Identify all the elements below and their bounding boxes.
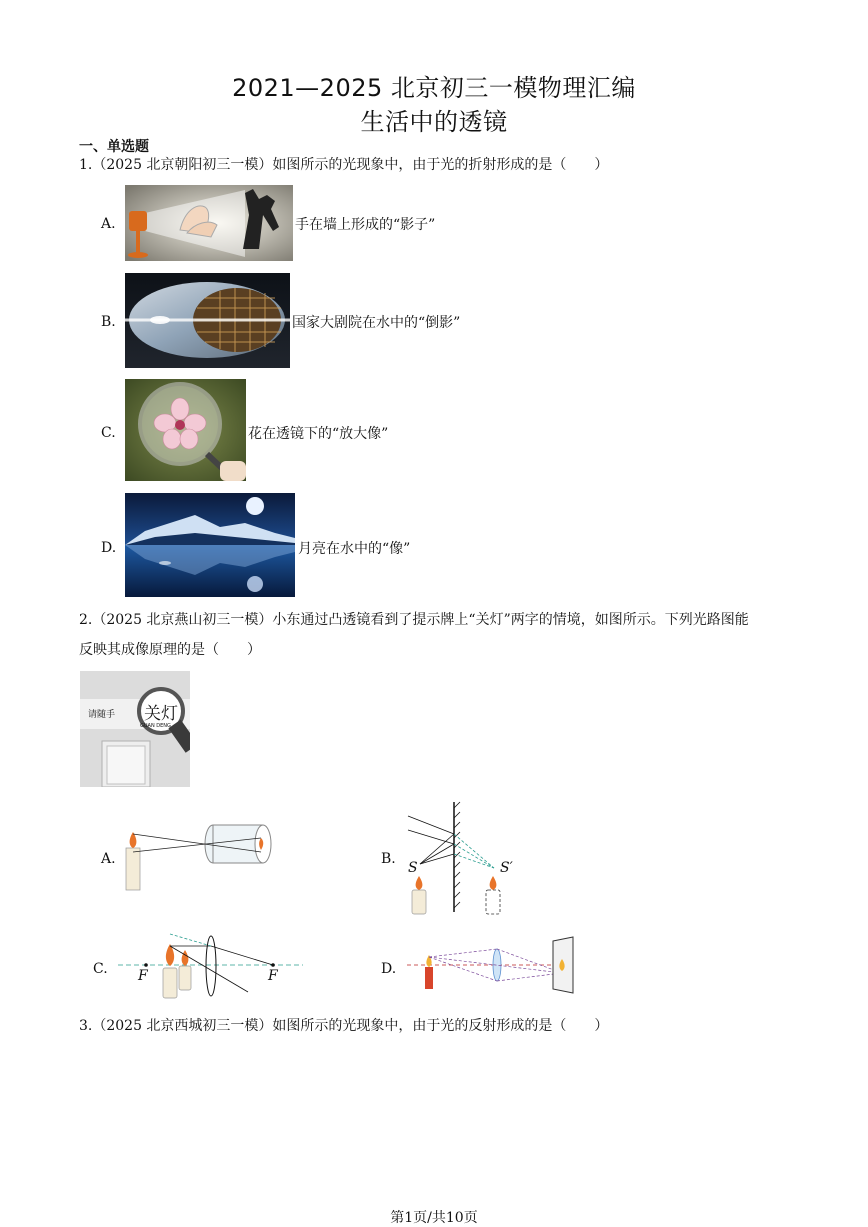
q2-option-c-label: C. [93,961,108,977]
question-2-stem-line2: 反映其成像原理的是（ ） [79,642,261,658]
q2-sign-pinyin: GUAN DENG [140,723,171,729]
q2-sign-text: 关灯 [144,704,178,724]
q1-option-a-label: A. [101,216,116,232]
q1-option-d-label: D. [101,540,117,556]
question-3-stem: 3.（2025 北京西城初三一模）如图所示的光现象中，由于光的反射形成的是（ ） [79,1018,609,1034]
q2-c-focus-right: F [268,968,278,984]
page-footer: 第1页/共10页 [390,1210,478,1226]
q2-option-d-label: D. [381,961,397,977]
q1-option-c-label: C. [101,425,116,441]
q2-sign-small-text: 请随手 [88,710,116,720]
q2-option-b-diagram [402,798,522,918]
q2-b-point-s-prime: S′ [500,860,513,876]
q2-sign-photo [80,671,190,787]
q2-c-focus-left: F [138,968,148,984]
q2-b-point-s: S [408,860,418,876]
q2-option-c-diagram [118,930,308,1000]
q1-option-b-label: B. [101,314,116,330]
page-title: 2021—2025 北京初三一模物理汇编 [232,74,636,102]
question-2-stem-line1: 2.（2025 北京燕山初三一模）小东通过凸透镜看到了提示牌上“关灯”两字的情境，如图所示。下列光路图能 [79,612,749,628]
q2-option-b-label: B. [381,851,396,867]
q1-option-c-caption: 花在透镜下的“放大像” [248,426,389,442]
page-subtitle: 生活中的透镜 [360,108,508,136]
q1-option-a-caption: 手在墙上形成的“影子” [295,217,436,233]
q1-option-b-image [125,273,290,368]
q1-option-c-image [125,379,246,481]
q2-option-a-diagram [118,812,278,894]
q2-option-a-label: A. [101,851,116,867]
q1-option-a-image [125,185,293,261]
section-heading: 一、单选题 [79,139,149,155]
q1-option-d-caption: 月亮在水中的“像” [298,541,411,557]
q1-option-b-caption: 国家大剧院在水中的“倒影” [292,315,461,331]
q1-option-d-image [125,493,295,597]
q2-option-d-diagram [407,935,582,997]
question-1-stem: 1.（2025 北京朝阳初三一模）如图所示的光现象中，由于光的折射形成的是（ ） [79,157,609,173]
